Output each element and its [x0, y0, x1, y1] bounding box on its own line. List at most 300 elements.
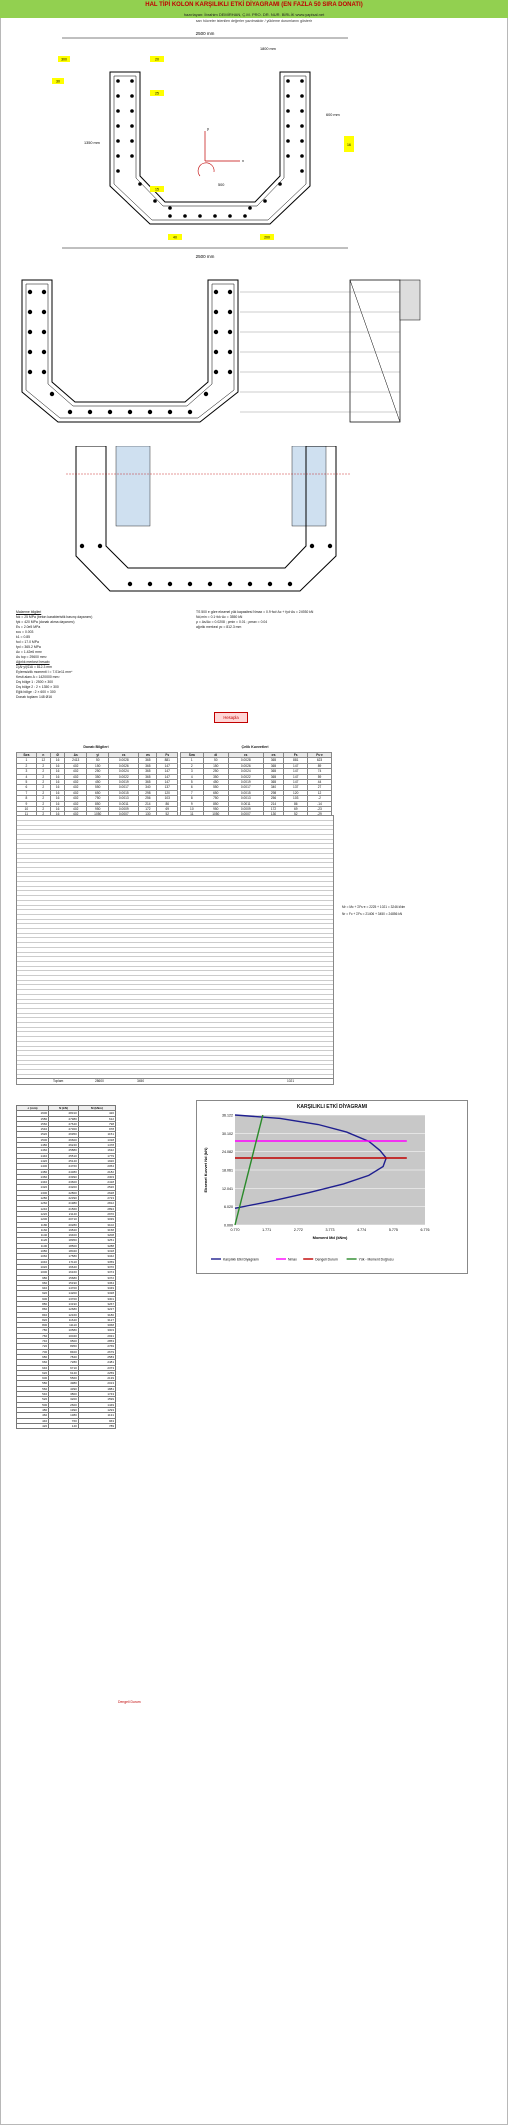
table-cell: 9 — [181, 801, 204, 806]
table-cell: 1440 — [17, 1153, 49, 1158]
table-cell: 963 — [78, 1418, 115, 1423]
table-cell: 137 — [157, 785, 178, 790]
totals-as: 28600 — [95, 1079, 104, 1083]
table-cell: 21560 — [49, 1206, 79, 1211]
table-cell: 8 — [17, 796, 37, 801]
table-cell: 137 — [284, 785, 308, 790]
table-cell: 3200 — [49, 1397, 79, 1402]
table-cell: 3180 — [78, 1312, 115, 1317]
x-axis-label: Moment Md (kNm) — [312, 1235, 348, 1240]
table-cell: 21980 — [49, 1201, 79, 1206]
table-cell: 11640 — [49, 1317, 79, 1322]
left-col-header: n — [36, 753, 50, 758]
params-left — [16, 610, 92, 660]
table-cell: 1200 — [17, 1217, 49, 1222]
table-cell: 1318 — [78, 1137, 115, 1142]
right-col-header: Sıra — [181, 753, 204, 758]
param-right-row: Nd,min = 0.1·fck·Ac = 3550 kN — [196, 615, 243, 619]
table-cell: 2373 — [78, 1365, 115, 1370]
table-cell: -2 — [307, 796, 331, 801]
y-tick-label: 24.082 — [222, 1150, 233, 1155]
params-right — [196, 610, 313, 630]
y-tick-label: 18.061 — [222, 1168, 233, 1173]
table-cell: 4 — [181, 774, 204, 779]
table-cell: 1920 — [78, 1158, 115, 1163]
table-cell: 3342 — [78, 1254, 115, 1259]
table-cell: 1040 — [17, 1259, 49, 1264]
table-cell: 1220 — [17, 1211, 49, 1216]
table-cell: 16 — [50, 790, 64, 795]
table-cell: 16640 — [49, 1264, 79, 1269]
page-subtitle: hazırlayan: İbrahim DEMİRHAN, Ç.M. PRO. DR. NUR. BİRLİK www.yapisal.net — [0, 11, 508, 18]
table-cell: 620 — [17, 1370, 49, 1375]
table-cell: 1000 — [17, 1270, 49, 1275]
table-cell: 5 — [181, 780, 204, 785]
input-cell-2: 20 — [155, 57, 159, 62]
param-row: fyd = 365.2 MPa — [16, 645, 41, 649]
table-cell: 214 — [263, 801, 284, 806]
table-cell: 50 — [203, 758, 228, 763]
mid-row: Ağırlık merkezi hesabı — [16, 660, 50, 664]
table-cell: 1300 — [17, 1190, 49, 1195]
table-cell: 2413 — [65, 758, 87, 763]
param-row: fyk = 420 MPa (donatı akma dayanımı) — [16, 620, 75, 624]
table-cell: 27640 — [49, 1121, 79, 1126]
table-cell: 1580 — [17, 1116, 49, 1121]
table-cell: 10040 — [49, 1333, 79, 1338]
table-cell: 27980 — [49, 1116, 79, 1121]
table-cell: 23200 — [49, 1185, 79, 1190]
table-cell: 720 — [17, 1344, 49, 1349]
table-cell: -23 — [307, 807, 331, 812]
compression-zone-drawing — [0, 446, 508, 606]
table-cell: 402 — [65, 769, 87, 774]
table-cell: 12 — [307, 790, 331, 795]
param-row: fck = 25 MPa (beton karakteristik basınç dayanımı) — [16, 615, 93, 619]
table-cell: 365 — [139, 763, 157, 768]
table-cell: 1520 — [17, 1132, 49, 1137]
table-cell: 520 — [17, 1397, 49, 1402]
interaction-chart — [197, 1101, 467, 1273]
table-cell: 2812 — [78, 1201, 115, 1206]
table-cell: 1360 — [17, 1174, 49, 1179]
table-cell: 20710 — [49, 1217, 79, 1222]
inner-dim-2: 500 — [218, 183, 225, 187]
table-cell: 2970 — [78, 1211, 115, 1216]
table-cell: 8 — [181, 796, 204, 801]
table-cell: 16 — [50, 801, 64, 806]
table-cell: 9500 — [49, 1339, 79, 1344]
table-cell: 3328 — [78, 1291, 115, 1296]
params-heading: Malzeme bilgileri — [16, 610, 42, 614]
table-cell: 14700 — [49, 1286, 79, 1291]
table-cell: 1320 — [17, 1185, 49, 1190]
param-right-row: ağırlık merkezi yc = 812.3 mm — [196, 625, 242, 629]
table-cell: 16 — [50, 758, 64, 763]
table-cell: 3370 — [78, 1264, 115, 1269]
table-cell: 2723 — [78, 1196, 115, 1201]
table-cell: 850 — [87, 801, 109, 806]
table-cell: 4980 — [49, 1381, 79, 1386]
table-cell: 50 — [87, 758, 109, 763]
table-row — [17, 1423, 116, 1428]
table-cell: 800 — [17, 1323, 49, 1328]
legend-entry: Nmax — [288, 1257, 297, 1262]
table-cell: 6140 — [49, 1370, 79, 1375]
table-cell: 10 — [181, 807, 204, 812]
table-cell: 550 — [203, 785, 228, 790]
table-cell: 1743 — [78, 1392, 115, 1397]
table-cell: -14 — [307, 801, 331, 806]
param-row: fcd = 17.0 MPa — [16, 640, 39, 644]
table-cell: 350 — [203, 774, 228, 779]
table-cell: 2 — [181, 763, 204, 768]
table-cell: 1460 — [17, 1148, 49, 1153]
table-cell: 0.0024 — [228, 769, 263, 774]
table-cell: 978 — [78, 1127, 115, 1132]
input-cell-7: 40 — [173, 235, 177, 240]
table-cell: 4390 — [49, 1386, 79, 1391]
steel-force-table — [180, 752, 332, 823]
input-cell-4: 25 — [155, 91, 159, 96]
table-cell: 24760 — [49, 1164, 79, 1169]
table-cell: 3251 — [78, 1238, 115, 1243]
table-cell: 3372 — [78, 1275, 115, 1280]
table-cell: 3349 — [78, 1286, 115, 1291]
table-cell: 26950 — [49, 1132, 79, 1137]
table-cell: 450 — [87, 780, 109, 785]
table-cell: 560 — [17, 1386, 49, 1391]
table-cell: 350 — [87, 774, 109, 779]
table-cell: 3102 — [78, 1222, 115, 1227]
table-cell: 13700 — [49, 1296, 79, 1301]
table-cell: 256 — [263, 796, 284, 801]
col-header: c (mm) — [17, 1106, 49, 1111]
mid-row: Eylemsizlik momenti I = 7.01e11 mm⁴ — [16, 670, 73, 674]
table-cell: 2 — [36, 785, 50, 790]
table-cell: 4 — [17, 774, 37, 779]
right-col-header: σs — [263, 753, 284, 758]
table-cell: 150 — [87, 763, 109, 768]
table-cell: 2481 — [78, 1360, 115, 1365]
table-cell: 0.0028 — [109, 758, 139, 763]
table-cell: 16 — [50, 774, 64, 779]
table-cell: 402 — [65, 796, 87, 801]
param-row: As top = 29600 mm² — [16, 655, 47, 659]
table-cell: 0.0022 — [228, 774, 263, 779]
table-cell: 298 — [263, 790, 284, 795]
mid-row: Dış bölge 2 : 2 × 1350 × 300 — [16, 685, 59, 689]
table-cell: 0.0026 — [109, 763, 139, 768]
table-cell: 750 — [87, 796, 109, 801]
interaction-values-table — [16, 1105, 116, 1429]
table-cell: 1340 — [17, 1180, 49, 1185]
table-cell: 1478 — [78, 1143, 115, 1148]
table-cell: 0.0028 — [228, 758, 263, 763]
table-cell: 750 — [203, 796, 228, 801]
table-cell: 1293 — [78, 1407, 115, 1412]
table-cell: 7840 — [49, 1354, 79, 1359]
table-cell: 365 — [263, 758, 284, 763]
left-col-header: Sıra — [17, 753, 37, 758]
table-cell: 0.0015 — [109, 790, 139, 795]
chart-panel — [196, 1100, 468, 1274]
table-cell: 980 — [17, 1275, 49, 1280]
params-mid — [16, 660, 73, 700]
table-cell: 140 — [49, 1423, 79, 1428]
table-cell: 24380 — [49, 1169, 79, 1174]
table-cell: 1779 — [78, 1153, 115, 1158]
section-drawing — [0, 26, 508, 264]
table-cell: 365 — [139, 774, 157, 779]
col-header: N (kN) — [49, 1106, 79, 1111]
table-cell: 10 — [17, 807, 37, 812]
table-cell: 6 — [17, 785, 37, 790]
mid-row: Donatı toplamı 148 Ø16 — [16, 695, 53, 699]
table-cell: 150 — [203, 763, 228, 768]
table-cell: 740 — [17, 1339, 49, 1344]
table-cell: 12680 — [49, 1307, 79, 1312]
table-cell: 2054 — [78, 1164, 115, 1169]
x-tick-label: 4.774 — [357, 1228, 367, 1232]
table-cell: 16 — [50, 785, 64, 790]
left-col-header: Fs — [157, 753, 178, 758]
result-axial: Nr = Fc + ΣFs = 21406 + 3450 = 24856 kN — [342, 912, 403, 916]
table-cell: 660 — [17, 1360, 49, 1365]
table-cell: 147 — [284, 763, 308, 768]
table-cell: 950 — [203, 807, 228, 812]
table-cell: 0.0009 — [109, 807, 139, 812]
param-row: εcu = 0.003 — [16, 630, 34, 634]
table-cell: 7 — [181, 790, 204, 795]
result-moment: Mr = Mc + ΣFs·e = 2225 + 1021 = 3246 kNm — [342, 905, 406, 909]
table-cell: 2679 — [78, 1349, 115, 1354]
table-cell: 147 — [284, 780, 308, 785]
table-cell: 365 — [139, 769, 157, 774]
table-cell: 19400 — [49, 1233, 79, 1238]
table-cell: 298 — [139, 790, 157, 795]
mid-row: Dış bölge 1 : 2500 × 300 — [16, 680, 54, 684]
totals-label: Toplam — [53, 1079, 64, 1083]
table-cell: 2769 — [78, 1344, 115, 1349]
table-cell: 640 — [17, 1365, 49, 1370]
x-tick-label: 1.771 — [262, 1228, 272, 1232]
table-cell: 2 — [17, 763, 37, 768]
table-cell: 27 — [307, 785, 331, 790]
col-header: M (kNm) — [78, 1106, 115, 1111]
table-cell: 760 — [17, 1333, 49, 1338]
table-cell: 550 — [87, 785, 109, 790]
table-cell: 940 — [17, 1286, 49, 1291]
table-cell: 16160 — [49, 1270, 79, 1275]
table-cell: 1560 — [17, 1121, 49, 1126]
table-cell: 147 — [157, 780, 178, 785]
table-cell: 2894 — [78, 1206, 115, 1211]
table-cell: 16 — [50, 769, 64, 774]
table-cell: 5560 — [49, 1376, 79, 1381]
table-cell: 1100 — [17, 1243, 49, 1248]
table-cell: 2853 — [78, 1339, 115, 1344]
table-cell: 2303 — [78, 1174, 115, 1179]
table-cell: 2139 — [78, 1376, 115, 1381]
table-cell: 881 — [284, 758, 308, 763]
table-cell: 1160 — [17, 1227, 49, 1232]
axis-label-y: y — [207, 126, 209, 131]
table-cell: 420 — [17, 1423, 49, 1428]
table-cell: 1080 — [17, 1249, 49, 1254]
table-cell: 74 — [307, 769, 331, 774]
table-cell: 22800 — [49, 1190, 79, 1195]
right-col-header: εs — [228, 753, 263, 758]
table-cell: 1140 — [17, 1233, 49, 1238]
table-cell: 69 — [157, 807, 178, 812]
table-cell: 15190 — [49, 1280, 79, 1285]
left-col-header: σs — [139, 753, 157, 758]
table-cell: 1020 — [17, 1264, 49, 1269]
table-cell: 1449 — [78, 1402, 115, 1407]
table-cell: 15680 — [49, 1275, 79, 1280]
table-cell: 69 — [284, 807, 308, 812]
table-cell: 21140 — [49, 1211, 79, 1216]
table-cell: 86 — [157, 801, 178, 806]
table-cell: 2931 — [78, 1333, 115, 1338]
table-cell: 0.0015 — [228, 790, 263, 795]
table-cell: 420 — [78, 1111, 115, 1116]
table-cell: 3158 — [78, 1227, 115, 1232]
table-cell: 26600 — [49, 1137, 79, 1142]
mid-row: Kesit alanı A = 1420000 mm² — [16, 675, 60, 679]
table-cell: 840 — [17, 1312, 49, 1317]
y-tick-label: 12.041 — [222, 1186, 233, 1191]
x-tick-label: 3.773 — [325, 1228, 335, 1232]
table-cell: 17110 — [49, 1259, 79, 1264]
left-col-header: As — [65, 753, 87, 758]
table-cell: 7 — [17, 790, 37, 795]
table-cell: 172 — [263, 807, 284, 812]
table-cell: 3208 — [78, 1233, 115, 1238]
table-cell: 256 — [139, 796, 157, 801]
table-cell: 16 — [50, 796, 64, 801]
x-tick-label: 5.775 — [388, 1228, 398, 1232]
table-cell: 0.0022 — [109, 774, 139, 779]
table-cell: 3039 — [78, 1217, 115, 1222]
param-row: k1 = 0.85 — [16, 635, 31, 639]
table-cell: 12 — [36, 758, 50, 763]
input-note: sarı hücreler istenilen değerler yazılmalıdır / yükleme durumlarını gösterir — [195, 19, 313, 23]
table-cell: 250 — [203, 769, 228, 774]
table-cell: 780 — [17, 1328, 49, 1333]
table-cell: 44 — [307, 780, 331, 785]
param-row: Ac = 1.42e6 mm² — [16, 650, 42, 654]
table-cell: 1380 — [49, 1413, 79, 1418]
table-cell: 1500 — [17, 1137, 49, 1142]
table-cell: 27300 — [49, 1127, 79, 1132]
y-tick-label: 6.020 — [224, 1205, 233, 1210]
legend-entry: Karşılıklı Etki Diyagramı — [223, 1257, 259, 1262]
table-cell: 25880 — [49, 1148, 79, 1153]
table-cell: 147 — [157, 774, 178, 779]
table-cell: 480 — [17, 1407, 49, 1412]
table-cell: 19840 — [49, 1227, 79, 1232]
table-cell: 3003 — [78, 1328, 115, 1333]
x-tick-label: 2.772 — [293, 1228, 303, 1232]
table-cell: 214 — [139, 801, 157, 806]
table-cell: 450 — [203, 780, 228, 785]
input-cell-6: 15 — [155, 187, 159, 192]
mid-row: Eğik bölge : 2 × 600 × 300 — [16, 690, 56, 694]
table-cell: 147 — [284, 769, 308, 774]
table-cell: 89 — [307, 763, 331, 768]
table-cell: 2526 — [78, 1185, 115, 1190]
table-cell: 0.0011 — [228, 801, 263, 806]
table-cell: 2 — [36, 801, 50, 806]
table-cell: 2 — [36, 780, 50, 785]
table-cell: 0.0019 — [109, 780, 139, 785]
table-cell: 1280 — [17, 1196, 49, 1201]
table-cell: 0.0009 — [228, 807, 263, 812]
table-cell: 1632 — [78, 1148, 115, 1153]
table-cell: 20280 — [49, 1222, 79, 1227]
table-cell: 460 — [17, 1413, 49, 1418]
table-cell: 623 — [307, 758, 331, 763]
table-cell: 147 — [157, 763, 178, 768]
table-cell: 11110 — [49, 1323, 79, 1328]
table-cell: 2583 — [78, 1354, 115, 1359]
calculate-button[interactable]: Hesapla — [214, 712, 248, 723]
table-cell: 0.0011 — [109, 801, 139, 806]
table-cell: 86 — [284, 801, 308, 806]
input-cell-1: 300 — [61, 57, 67, 62]
table-cell: 1599 — [78, 1397, 115, 1402]
table-cell: 920 — [17, 1291, 49, 1296]
table-cell: 860 — [17, 1307, 49, 1312]
table-cell: 0.0019 — [228, 780, 263, 785]
table-cell: 0.0024 — [109, 769, 139, 774]
table-cell: 2182 — [78, 1169, 115, 1174]
table-cell: 402 — [65, 807, 87, 812]
table-cell: 3127 — [78, 1317, 115, 1322]
table-cell: 1131 — [78, 1413, 115, 1418]
table-cell: 500 — [17, 1402, 49, 1407]
mid-row: Σ(Ai·yi)/ΣAi = 812.3 mm — [16, 665, 52, 669]
table-cell: 3 — [17, 769, 37, 774]
table-cell: 612 — [78, 1116, 115, 1121]
inner-dim-3: 1350 mm — [84, 141, 100, 145]
table-cell: 7280 — [49, 1360, 79, 1365]
input-cell-5: 16 — [347, 143, 351, 147]
table-cell: 3318 — [78, 1249, 115, 1254]
table-cell: 3227 — [78, 1307, 115, 1312]
table-cell: 650 — [87, 790, 109, 795]
table-cell: 365 — [263, 780, 284, 785]
totals-fse: 1021 — [287, 1079, 295, 1083]
table-cell: 0.0013 — [109, 796, 139, 801]
table-cell: 1881 — [78, 1386, 115, 1391]
table-cell: 25510 — [49, 1153, 79, 1158]
left-col-header: εs — [109, 753, 139, 758]
table-cell: 1240 — [17, 1206, 49, 1211]
table-cell: 103 — [284, 796, 308, 801]
bottom-dimension: 2500 mm — [195, 254, 215, 259]
right-col-header: di — [203, 753, 228, 758]
table-cell: 1120 — [17, 1238, 49, 1243]
table-cell: 1060 — [17, 1254, 49, 1259]
table-cell: 402 — [65, 801, 87, 806]
table-cell: 1260 — [17, 1201, 49, 1206]
table-cell: 365 — [263, 769, 284, 774]
table-cell: 365 — [263, 763, 284, 768]
table-cell: 0.0013 — [228, 796, 263, 801]
